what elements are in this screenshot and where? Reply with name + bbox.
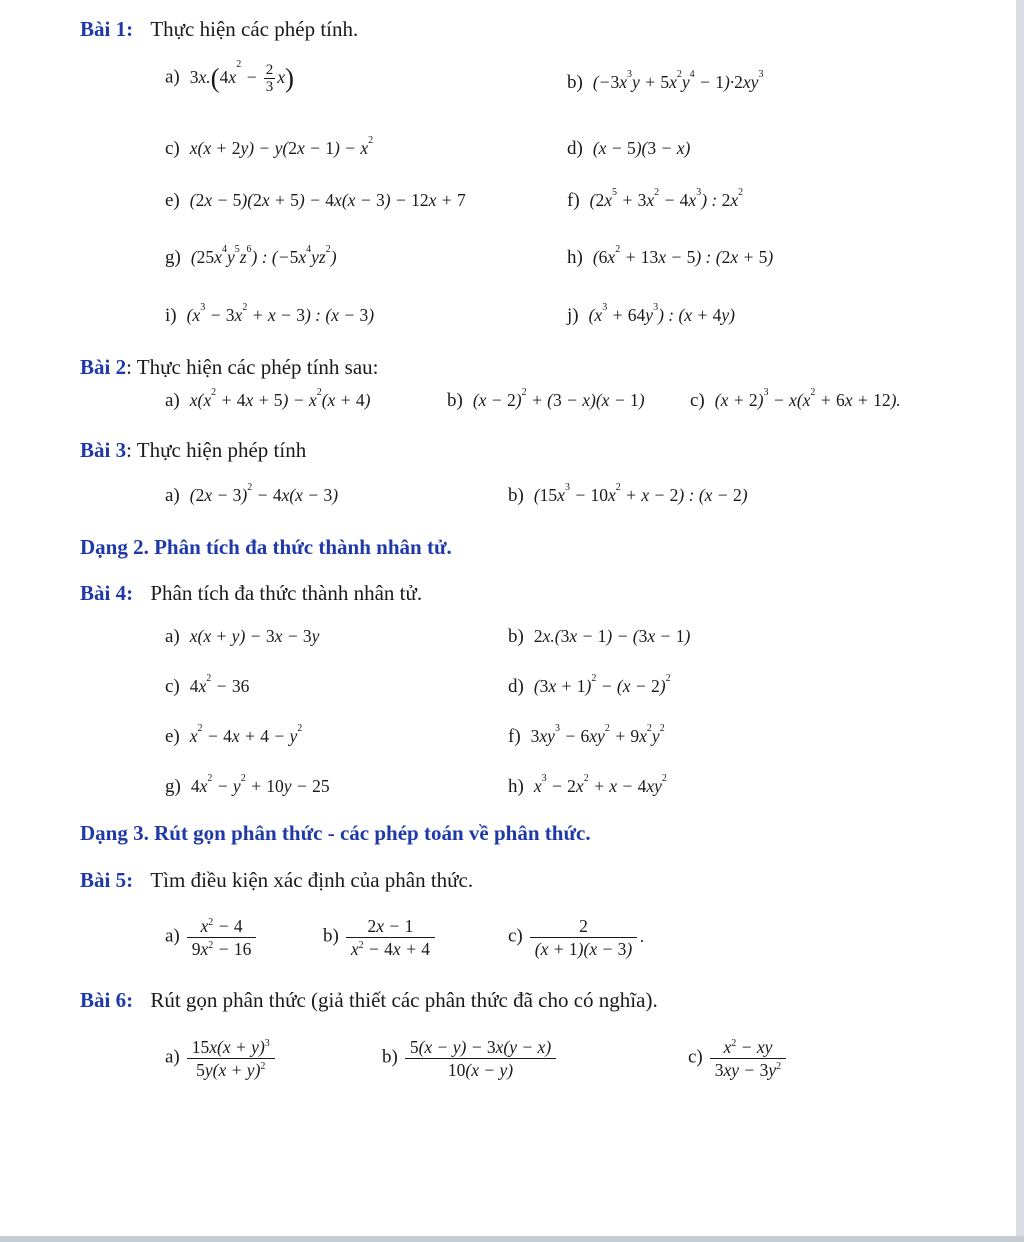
exercise-1-label: Bài 1: — [80, 17, 134, 41]
exercise-1b: b) $(-3x^3y + 5x^2y^4 - 1)\cdot 2xy^3$ — [567, 69, 764, 93]
exercise-1c: c) $x(x + 2y) - y(2x - 1) - x^2$ — [165, 135, 374, 159]
exercise-1g: g) $(25x^4y^5z^6)$ : $(-5x^4yz^2)$ — [165, 244, 337, 268]
exercise-5c-expr: $\frac{2}{(x + 1)(x - 3)}$ . — [527, 926, 645, 946]
exercise-5b: b) $\frac{2x - 1}{x^2 - 4x + 4}$ — [323, 915, 438, 960]
exercise-1e: e) (2x − 5)(2x + 5) − 4x(x − 3) − 12x + 7 — [165, 190, 466, 211]
exercise-4f-expr: $3xy^3 - 6xy^2 + 9x^2y^2$ — [530, 723, 665, 746]
exercise-5c: c) $\frac{2}{(x + 1)(x - 3)}$ . — [508, 916, 645, 959]
exercise-2c: c) $(x + 2)^3 - x(x^2 + 6x + 12)$. — [690, 387, 901, 411]
exercise-1j-expr: $(x^3 + 64y^3)$ : (x + 4y) — [588, 302, 735, 325]
exercise-3-label: Bài 3 — [80, 438, 127, 462]
exercise-1e-expr: (2x − 5)(2x + 5) − 4x(x − 3) − 12x + 7 — [189, 190, 466, 210]
exercise-4d-expr: $(3x + 1)^2 - (x - 2)^2$ — [533, 673, 671, 696]
exercise-1a-expr: $3x.(4x^2$ − $\frac{2}{3}$ x) — [189, 59, 295, 95]
exercise-5-title: Tìm điều kiện xác định của phân thức. — [150, 868, 474, 892]
exercise-4g-expr: $4x^2 - y^2 + 10y - 25$ — [190, 773, 330, 796]
exercise-4-heading — [80, 581, 422, 606]
exercise-1b-expr: $(-3x^3y + 5x^2y^4 - 1)\cdot 2xy^3$ — [592, 69, 764, 92]
exercise-1g-expr: $(25x^4y^5z^6)$ : $(-5x^4yz^2)$ — [190, 244, 337, 267]
exercise-1j: j) $(x^3 + 64y^3)$ : (x + 4y) — [567, 302, 735, 326]
exercise-4d: d) $(3x + 1)^2 - (x - 2)^2$ — [508, 673, 671, 697]
exercise-2-label: Bài 2 — [80, 355, 127, 379]
section-3-heading: Dạng 3. Rút gọn phân thức - các phép toán về phân thức. — [80, 821, 591, 845]
exercise-6-label: Bài 6: — [80, 988, 134, 1012]
section-2-heading: Dạng 2. Phân tích đa thức thành nhân tử. — [80, 535, 452, 559]
exercise-1i-expr: $(x^3 - 3x^2 + x - 3)$ : (x − 3) — [186, 302, 375, 325]
exercise-3b: b) $(15x^3 - 10x^2 + x - 2)$ : (x − 2) — [508, 482, 748, 506]
exercise-6a-expr: $\frac{15x(x + y)^3}{5y(x + y)^2}$ — [184, 1047, 278, 1067]
exercise-4g: g) $4x^2 - y^2 + 10y - 25$ — [165, 773, 330, 797]
exercise-4c-expr: $4x^2 - 36$ — [189, 673, 250, 696]
exercise-1i: i) $(x^3 - 3x^2 + x - 3)$ : (x − 3) — [165, 302, 375, 326]
page-bottom-edge — [0, 1236, 1024, 1242]
exercise-4a-expr: x(x + y) − 3x − 3y — [189, 626, 320, 646]
exercise-2a: a) $x(x^2 + 4x + 5) - x^2(x + 4)$ — [165, 387, 371, 411]
exercise-1d: d) (x − 5)(3 − x) — [567, 138, 691, 159]
exercise-1f: f) $(2x^5 + 3x^2 - 4x^3)$ : $2x^2$ — [567, 187, 744, 211]
exercise-6c-expr: $\frac{x^2 - xy}{3xy - 3y^2}$ — [707, 1047, 789, 1067]
exercise-1-title: Thực hiện các phép tính. — [150, 17, 359, 41]
exercise-3b-expr: $(15x^3 - 10x^2 + x - 2)$ : (x − 2) — [533, 482, 748, 505]
exercise-5-label: Bài 5: — [80, 868, 134, 892]
exercise-3-heading — [80, 438, 306, 463]
exercise-1d-expr: (x − 5)(3 − x) — [592, 138, 691, 158]
exercise-5a-expr: $\frac{x^2 - 4}{9x^2 - 16}$ — [184, 926, 260, 946]
exercise-4-label: Bài 4: — [80, 581, 134, 605]
exercise-4a: a) x(x + y) − 3x − 3y — [165, 626, 320, 647]
exercise-4-title: Phân tích đa thức thành nhân tử. — [150, 581, 423, 605]
exercise-1-heading — [80, 17, 358, 42]
exercise-6a: a) $\frac{15x(x + y)^3}{5y(x + y)^2}$ — [165, 1036, 278, 1081]
exercise-2a-expr: $x(x^2 + 4x + 5) - x^2(x + 4)$ — [189, 387, 371, 410]
exercise-2b-expr: $(x - 2)^2 + (3 - x)(x - 1)$ — [472, 387, 645, 410]
exercise-2-title: : Thực hiện các phép tính sau: — [126, 355, 379, 379]
exercise-4h-expr: $x^3 - 2x^2 + x - 4xy^2$ — [533, 773, 667, 796]
exercise-6b: b) $\frac{5(x - y) - 3x(y - x)}{10(x - y)}$ — [382, 1036, 559, 1081]
exercise-1h-expr: $(6x^2 + 13x - 5)$ : (2x + 5) — [592, 244, 774, 267]
exercise-5a: a) $\frac{x^2 - 4}{9x^2 - 16}$ — [165, 915, 259, 960]
exercise-3a-expr: $(2x - 3)^2 - 4x(x - 3)$ — [189, 482, 339, 505]
exercise-3a: a) $(2x - 3)^2 - 4x(x - 3)$ — [165, 482, 339, 506]
exercise-4c: c) $4x^2 - 36$ — [165, 673, 250, 697]
exercise-6-title: Rút gọn phân thức (giả thiết các phân thức đã cho có nghĩa). — [150, 988, 658, 1012]
exercise-1a: a) $3x.(4x^2$ − $\frac{2}{3}$ x) — [165, 59, 295, 95]
exercise-6c: c) $\frac{x^2 - xy}{3xy - 3y^2}$ — [688, 1036, 789, 1081]
exercise-2-heading — [80, 355, 379, 380]
exercise-1h: h) $(6x^2 + 13x - 5)$ : (2x + 5) — [567, 244, 774, 268]
exercise-6b-expr: $\frac{5(x - y) - 3x(y - x)}{10(x - y)}$ — [402, 1047, 559, 1067]
exercise-1c-expr: $x(x + 2y) - y(2x - 1) - x^2$ — [189, 135, 374, 158]
exercise-4b: b) 2x.(3x − 1) − (3x − 1) — [508, 626, 691, 647]
exercise-4e-expr: $x^2 - 4x + 4 - y^2$ — [189, 723, 303, 746]
exercise-1f-expr: $(2x^5 + 3x^2 - 4x^3)$ : $2x^2$ — [589, 187, 744, 210]
exercise-4f: f) $3xy^3 - 6xy^2 + 9x^2y^2$ — [508, 723, 665, 747]
exercise-4h: h) $x^3 - 2x^2 + x - 4xy^2$ — [508, 773, 667, 797]
exercise-4b-expr: 2x.(3x − 1) − (3x − 1) — [533, 626, 691, 646]
exercise-6-heading — [80, 988, 658, 1013]
exercise-3-title: : Thực hiện phép tính — [126, 438, 307, 462]
exercise-4e: e) $x^2 - 4x + 4 - y^2$ — [165, 723, 303, 747]
exercise-5b-expr: $\frac{2x - 1}{x^2 - 4x + 4}$ — [343, 926, 438, 946]
exercise-2c-expr: $(x + 2)^3 - x(x^2 + 6x + 12)$. — [714, 387, 901, 410]
exercise-2b: b) $(x - 2)^2 + (3 - x)(x - 1)$ — [447, 387, 645, 411]
exercise-5-heading — [80, 868, 473, 893]
